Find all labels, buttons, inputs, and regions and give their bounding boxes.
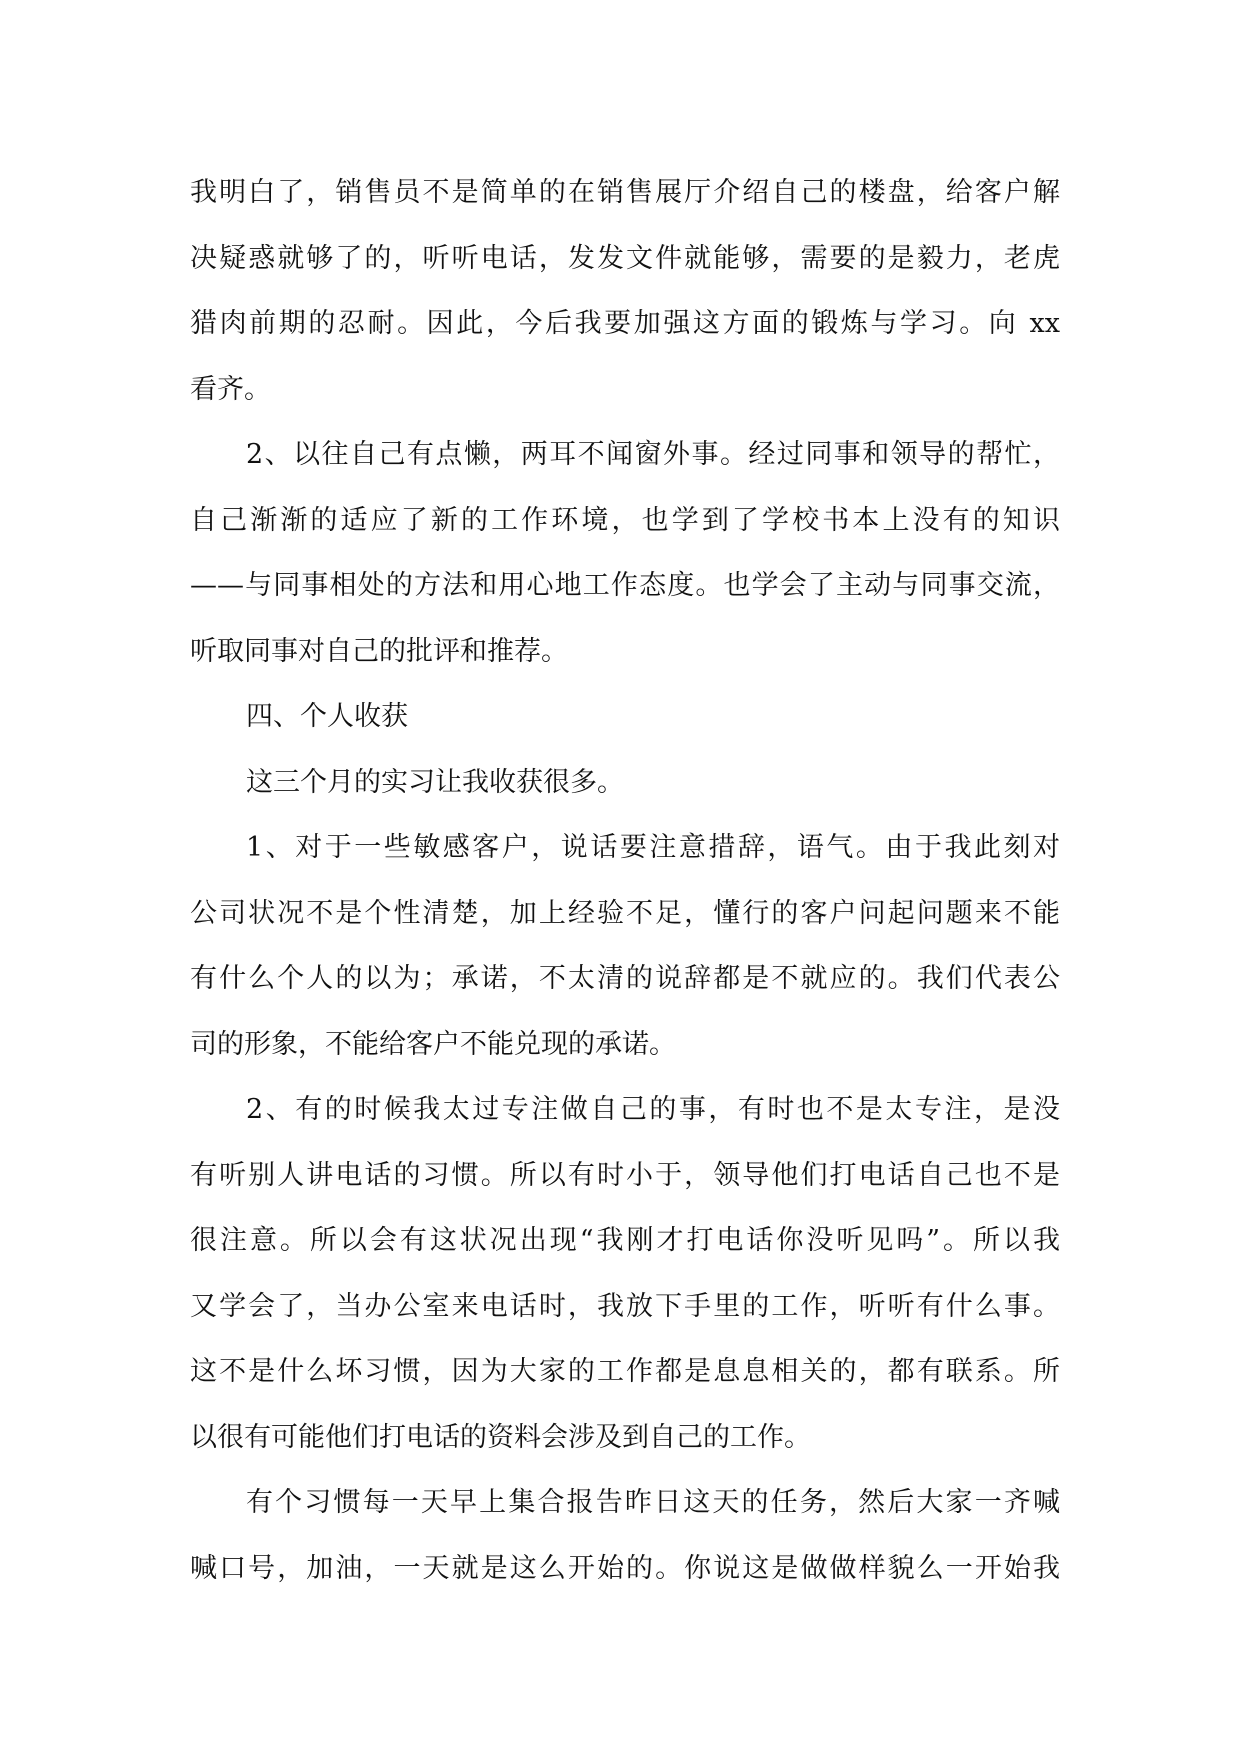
- text-line: 这不是什么坏习惯，因为大家的工作都是息息相关的，都有联系。所: [190, 1356, 1060, 1387]
- text-line: 猎肉前期的忍耐。因此，今后我要加强这方面的锻炼与学习。向 xx: [190, 308, 1060, 339]
- text-line: 司的形象，不能给客户不能兑现的承诺。: [190, 1028, 676, 1060]
- text-line: ——与同事相处的方法和用心地工作态度。也学会了主动与同事交流，: [190, 570, 1060, 601]
- text-line: 我明白了，销售员不是简单的在销售展厅介绍自己的楼盘，给客户解: [190, 177, 1060, 208]
- document-body: [190, 160, 1060, 1601]
- paragraph-first-line: 有个习惯每一天早上集合报告昨日这天的任务，然后大家一齐喊: [246, 1487, 1060, 1518]
- text-line: 决疑惑就够了的，听听电话，发发文件就能够，需要的是毅力，老虎: [190, 242, 1060, 274]
- paragraph-first-line: 这三个月的实习让我收获很多。: [246, 766, 624, 798]
- text-line: 有听别人讲电话的习惯。所以有时小于，领导他们打电话自己也不是: [190, 1159, 1060, 1191]
- text-line: 听取同事对自己的批评和推荐。: [190, 635, 568, 667]
- paragraph-first-line: 2、有的时候我太过专注做自己的事，有时也不是太专注，是没: [246, 1094, 1060, 1125]
- paragraph-first-line: 2、以往自己有点懒，两耳不闻窗外事。经过同事和领导的帮忙，: [246, 439, 1060, 470]
- text-line: 有什么个人的以为；承诺，不太清的说辞都是不就应的。我们代表公: [190, 963, 1060, 994]
- text-line: 看齐。: [190, 373, 271, 405]
- text-line: 自己渐渐的适应了新的工作环境，也学到了学校书本上没有的知识: [190, 504, 1060, 536]
- text-line: 很注意。所以会有这状况出现“我刚才打电话你没听见吗”。所以我: [190, 1225, 1060, 1256]
- text-line: 以很有可能他们打电话的资料会涉及到自己的工作。: [190, 1421, 811, 1453]
- paragraph-first-line: 1、对于一些敏感客户，说话要注意措辞，语气。由于我此刻对: [246, 832, 1060, 863]
- text-line: 公司状况不是个性清楚，加上经验不足，懂行的客户问起问题来不能: [190, 897, 1060, 929]
- text-line: 又学会了，当办公室来电话时，我放下手里的工作，听听有什么事。: [190, 1290, 1060, 1322]
- text-line: 喊口号，加油，一天就是这么开始的。你说这是做做样貌么一开始我: [190, 1552, 1060, 1584]
- section-heading: 四、个人收获: [246, 701, 408, 732]
